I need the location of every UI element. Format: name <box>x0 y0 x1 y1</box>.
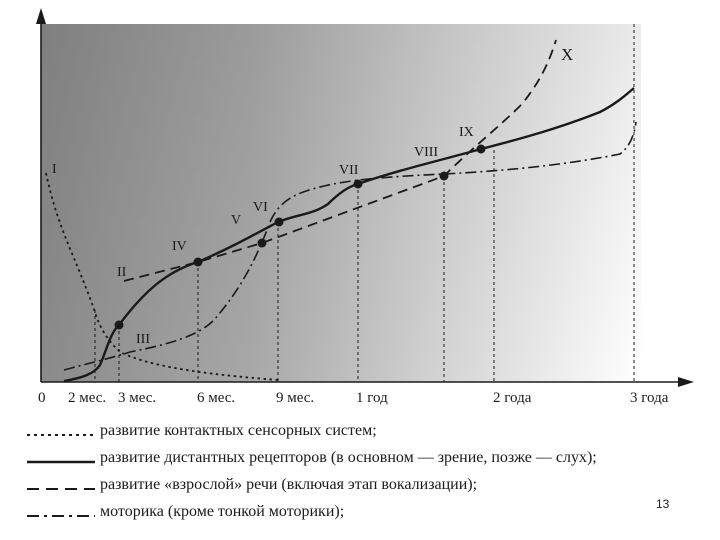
stage-point <box>354 180 363 189</box>
stage-point <box>477 145 486 154</box>
legend-dashed-swatch <box>25 482 97 496</box>
legend <box>25 422 715 530</box>
legend-item <box>25 503 715 530</box>
legend-dashdot-swatch <box>25 509 97 523</box>
legend-item <box>25 449 715 476</box>
stage-label: IX <box>459 125 474 140</box>
stage-point <box>115 321 124 330</box>
stage-label: III <box>136 332 150 347</box>
x-tick-labels <box>38 390 669 406</box>
legend-label: моторика (кроме тонкой моторики); <box>100 503 345 520</box>
plot-background-shade <box>41 24 641 382</box>
legend-label: развитие «взрослой» речи (включая этап вокализации); <box>100 476 478 493</box>
legend-item <box>25 422 715 449</box>
stage-label: X <box>561 45 574 64</box>
stage-label: VI <box>253 200 268 215</box>
legend-solid-swatch <box>25 455 97 469</box>
stage-label: V <box>231 213 242 228</box>
stage-label: I <box>52 162 57 177</box>
stage-point <box>440 172 449 181</box>
stage-point <box>275 218 284 227</box>
legend-label: развитие дистантных рецепторов (в основном — зрение, позже — слух); <box>100 449 597 466</box>
x-tick-label: 3 мес. <box>118 390 157 406</box>
stage-label: VIII <box>414 145 439 160</box>
legend-item <box>25 476 715 503</box>
stage-label: VII <box>339 163 359 178</box>
x-axis-arrow <box>678 377 694 387</box>
legend-label: развитие контактных сенсорных систем; <box>100 422 377 439</box>
stage-label: IV <box>172 239 187 254</box>
x-tick-label: 2 мес. <box>68 390 107 406</box>
x-tick-label: 3 года <box>630 390 669 406</box>
stage-label: II <box>117 265 127 280</box>
x-tick-label: 9 мес. <box>276 390 315 406</box>
legend-dotted-swatch <box>25 428 97 442</box>
stage-point <box>194 258 203 267</box>
x-tick-label: 0 <box>38 390 46 406</box>
x-tick-label: 6 мес. <box>197 390 236 406</box>
x-tick-label: 2 года <box>493 390 532 406</box>
stage-point <box>258 239 267 248</box>
x-tick-label: 1 год <box>356 390 388 406</box>
page-number: 13 <box>656 497 670 511</box>
y-axis-arrow <box>36 8 46 24</box>
